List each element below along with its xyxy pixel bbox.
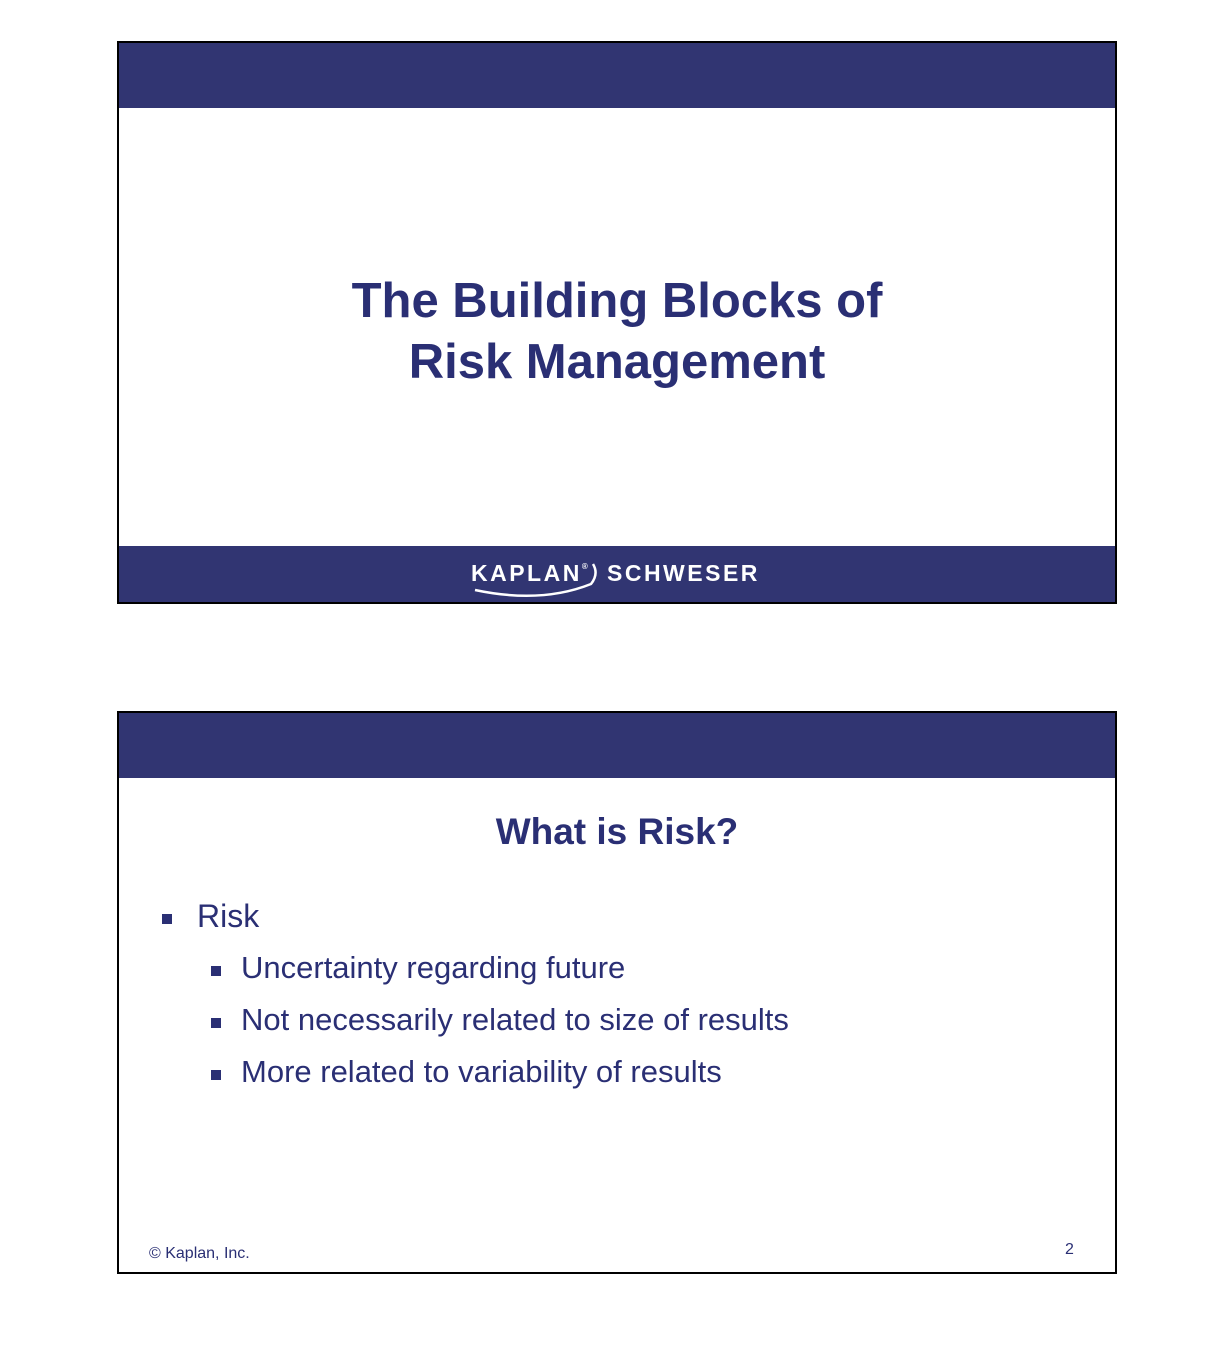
bullet-text: Uncertainty regarding future (241, 950, 626, 985)
title-line-2: Risk Management (408, 335, 826, 389)
copyright-notice: © Kaplan, Inc. (149, 1245, 250, 1262)
logo-schweser: SCHWESER (607, 560, 760, 586)
footer-band (119, 546, 1115, 602)
kaplan-schweser-logo (471, 552, 771, 602)
bullet-item (197, 898, 259, 935)
title-line-1: The Building Blocks of (351, 274, 883, 328)
square-bullet-icon (211, 966, 221, 976)
header-band (119, 713, 1115, 778)
square-bullet-icon (211, 1070, 221, 1080)
sub-bullet-item (241, 1054, 722, 1090)
square-bullet-icon (211, 1018, 221, 1028)
slide-title: What is Risk? (495, 811, 739, 852)
square-bullet-icon (162, 914, 172, 924)
slide-2 (117, 711, 1117, 1274)
slide-1 (117, 41, 1117, 604)
slide-title (119, 271, 1115, 393)
sub-bullet-item (241, 1002, 789, 1038)
bullet-text: Not necessarily related to size of results (241, 1002, 789, 1037)
sub-bullet-item (241, 950, 625, 986)
bullet-text: Risk (197, 898, 260, 934)
page-number: 2 (1065, 1241, 1074, 1258)
logo-kaplan: KAPLAN® (471, 560, 591, 586)
header-band (119, 43, 1115, 108)
bullet-text: More related to variability of results (241, 1054, 722, 1089)
